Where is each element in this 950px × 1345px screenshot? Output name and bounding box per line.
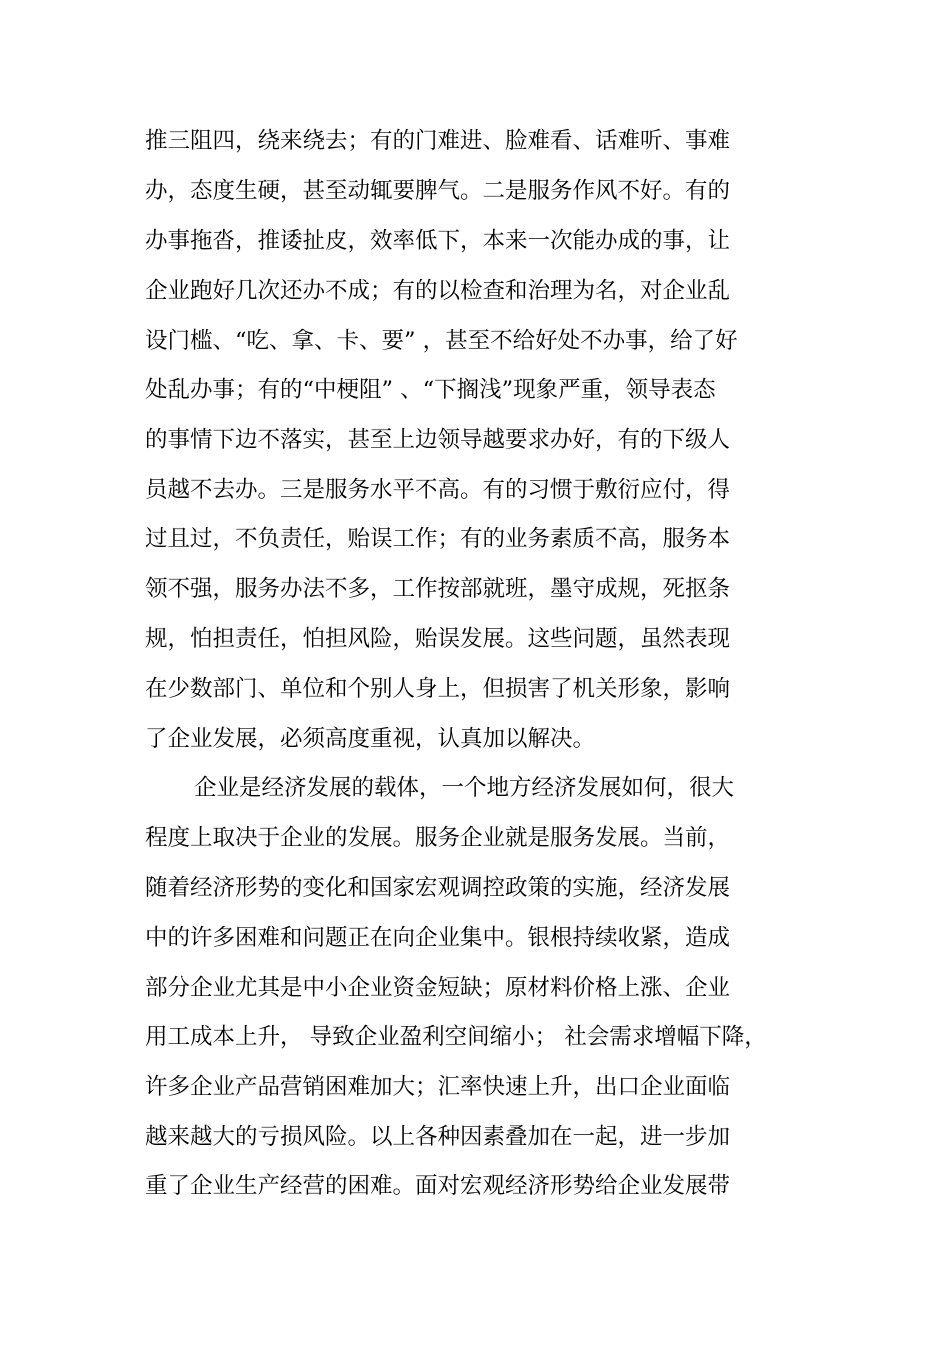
text-line: 用工成本上升， 导致企业盈利空间缩小； 社会需求增幅下降， [145, 1024, 767, 1050]
text-line: 越来越大的亏损风险。以上各种因素叠加在一起，进一步加 [145, 1124, 731, 1150]
text-line: 随着经济形势的变化和国家宏观调控政策的实施，经济发展 [145, 875, 731, 901]
text-line: 在少数部门、单位和个别人身上，但损害了机关形象，影响 [145, 676, 731, 702]
text-line: 设门槛、“吃、拿、卡、要” ，甚至不给好处不办事，给了好 [145, 328, 738, 354]
text-line: 许多企业产品营销困难加大；汇率快速上升，出口企业面临 [145, 1074, 731, 1100]
text-line: 处乱办事；有的“中梗阻” 、“下搁浅”现象严重，领导表态 [145, 377, 716, 403]
text-line: 员越不去办。三是服务水平不高。有的习惯于敷衍应付，得 [145, 477, 731, 503]
text-line: 的事情下边不落实，甚至上边领导越要求办好，有的下级人 [145, 427, 731, 453]
text-line: 推三阻四，绕来绕去；有的门难进、脸难看、话难听、事难 [145, 128, 731, 154]
text-line: 办，态度生硬，甚至动辄要脾气。二是服务作风不好。有的 [145, 178, 731, 204]
text-line: 重了企业生产经营的困难。面对宏观经济形势给企业发展带 [145, 1173, 731, 1199]
text-line: 了企业发展，必须高度重视，认真加以解决。 [145, 726, 596, 752]
text-line: 规，怕担责任，怕担风险，贻误发展。这些问题，虽然表现 [145, 626, 731, 652]
text-line: 中的许多困难和问题正在向企业集中。银根持续收紧，造成 [145, 925, 731, 951]
paragraph-first-line: 企业是经济发展的载体，一个地方经济发展如何，很大 [194, 775, 735, 801]
text-line: 程度上取决于企业的发展。服务企业就是服务发展。当前， [145, 825, 731, 851]
text-line: 过且过，不负责任，贻误工作；有的业务素质不高，服务本 [145, 526, 731, 552]
text-line: 领不强，服务办法不多，工作按部就班，墨守成规，死抠条 [145, 576, 731, 602]
text-line: 企业跑好几次还办不成；有的以检查和治理为名，对企业乱 [145, 278, 731, 304]
text-line: 办事拖沓，推诿扯皮，效率低下，本来一次能办成的事，让 [145, 228, 731, 254]
text-line: 部分企业尤其是中小企业资金短缺；原材料价格上涨、企业 [145, 975, 731, 1001]
